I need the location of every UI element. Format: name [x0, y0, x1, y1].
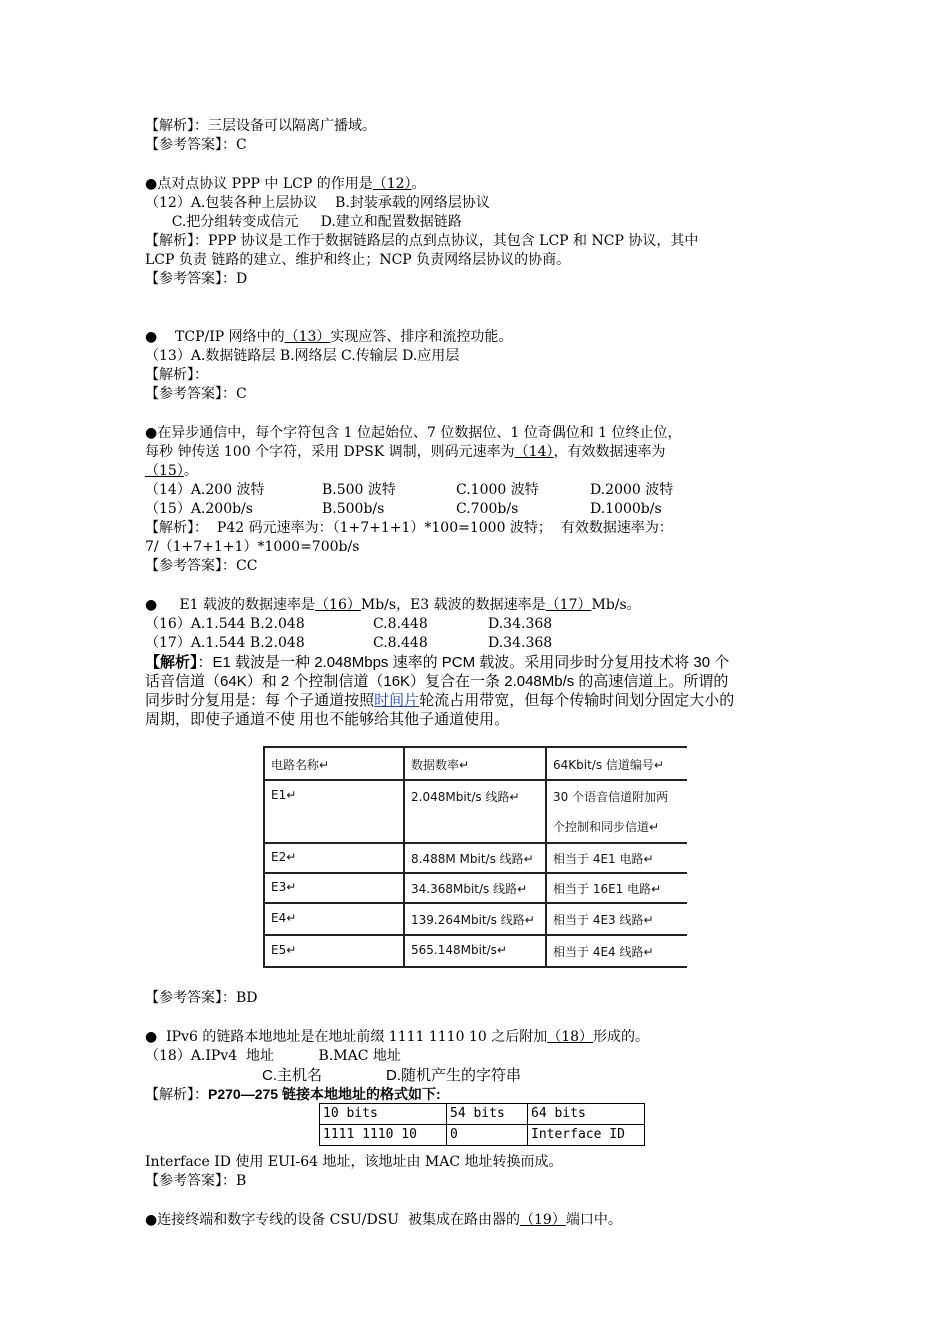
blank-14: （14）	[514, 444, 554, 460]
options-17: （17）A.1.544 B.2.048	[145, 635, 305, 651]
table-cell: 139.264Mbit/s 线路↵	[411, 913, 535, 927]
table-cell: 0	[447, 1125, 528, 1146]
analysis-13: 【解析】：	[145, 367, 208, 383]
analysis-16-line4: 周期，即使子通道不使 用也不能够给其他子通道使用。	[145, 711, 510, 728]
blank-19: （19）	[520, 1212, 566, 1228]
analysis-14-line2: 7/（1+7+1+1）*1000=700b/s	[145, 539, 360, 555]
blank-17: （17）	[545, 597, 592, 613]
blank-15: （15）	[145, 463, 184, 479]
question-19: ●连接终端和数字专线的设备 CSU/DSU 被集成在路由器的（19）端口中。	[145, 1212, 622, 1228]
question-12: ●点对点协议 PPP 中 LCP 的作用是（12）。	[145, 176, 426, 192]
question-18: ● IPv6 的链路本地地址是在地址前缀 1111 1110 10 之后附加（18）形成的。	[145, 1029, 650, 1045]
options-12-cd: C.把分组转变成信元 D.建立和配置数据链路	[145, 214, 462, 230]
options-17-d: D.34.368	[488, 635, 553, 651]
table-cell: 1111 1110 10	[320, 1125, 447, 1146]
options-15-b: B.500b/s	[322, 501, 385, 517]
table-header: 电路名称↵	[271, 758, 330, 772]
analysis-12-line1: 【解析】：PPP 协议是工作于数据链路层的点到点协议，其包含 LCP 和 NCP 协议，其中	[145, 233, 699, 249]
analysis-14-line1: 【解析】： P42 码元速率为：（1+7+1+1）*100=1000 波特； 有效数据速率为：	[145, 520, 673, 536]
blank-16: （16）	[315, 597, 361, 613]
options-13: （13）A.数据链路层 B.网络层 C.传输层 D.应用层	[145, 348, 460, 364]
options-16-d: D.34.368	[488, 616, 553, 632]
blank-18: （18）	[547, 1029, 594, 1045]
question-13: ● TCP/IP 网络中的（13）实现应答、排序和流控功能。	[145, 329, 513, 345]
answer-16: 【参考答案】：BD	[145, 990, 258, 1006]
options-16: （16）A.1.544 B.2.048	[145, 616, 305, 632]
options-17-c: C.8.448	[373, 635, 428, 651]
table-cell: E1↵	[271, 788, 297, 802]
table-cell: E4↵	[271, 911, 297, 925]
time-slice-link[interactable]: 时间片	[374, 692, 420, 709]
options-18-c: C.主机名	[262, 1067, 323, 1084]
table-cell: 10 bits	[320, 1104, 447, 1125]
question-16: ● E1 载波的数据速率是（16）Mb/s，E3 载波的数据速率是（17）Mb/s。	[145, 597, 641, 613]
table-cell: 30 个语音信道附加两	[553, 790, 669, 804]
blank-12: （12）	[372, 176, 412, 192]
options-14-b: B.500 波特	[322, 482, 396, 498]
answer-s1: 【参考答案】：C	[145, 137, 247, 153]
table-cell: 相当于 16E1 电路↵	[553, 882, 662, 896]
ipv6-format-table	[319, 1103, 645, 1146]
table-cell: 34.368Mbit/s 线路↵	[411, 882, 528, 896]
options-12-ab: （12）A.包装各种上层协议 B.封装承载的网络层协议	[145, 195, 490, 211]
options-15: （15）A.200b/s	[145, 501, 253, 517]
question-14-line1: ●在异步通信中，每个字符包含 1 位起始位、7 位数据位、1 位奇偶位和 1 位终止位，	[145, 425, 682, 441]
blank-13: （13）	[284, 329, 331, 345]
options-18-ab: （18）A.IPv4 地址 B.MAC 地址	[145, 1048, 401, 1064]
options-15-c: C.700b/s	[456, 501, 519, 517]
options-16-c: C.8.448	[373, 616, 428, 632]
table-cell: 2.048Mbit/s 线路↵	[411, 790, 520, 804]
note-18: Interface ID 使用 EUI-64 地址，该地址由 MAC 地址转换而成。	[145, 1154, 563, 1170]
answer-14: 【参考答案】：CC	[145, 558, 258, 574]
analysis-16-line3: 同步时分复用是：每 个子通道按照时间片轮流占用带宽，但每个传输时间划分固定大小的	[145, 692, 735, 709]
table-cell: 54 bits	[447, 1104, 528, 1125]
question-14-line2: 每秒 钟传送 100 个字符，采用 DPSK 调制，则码元速率为（14），有效数据速率为	[145, 444, 666, 460]
analysis-s1: 【解析】：三层设备可以隔离广播域。	[145, 118, 376, 134]
e-carrier-table	[263, 746, 687, 968]
analysis-12-line2: LCP 负责 链路的建立、维护和终止；NCP 负责网络层协议的协商。	[145, 252, 571, 268]
question-14-line3: （15）。	[145, 463, 198, 479]
table-cell: 相当于 4E4 线路↵	[553, 945, 654, 959]
table-cell: E2↵	[271, 850, 297, 864]
table-cell: 相当于 4E1 电路↵	[553, 852, 654, 866]
table-header: 64Kbit/s 信道编号↵	[553, 758, 664, 772]
table-cell: 64 bits	[528, 1104, 645, 1125]
table-header: 数据数率↵	[411, 758, 470, 772]
table-cell: 个控制和同步信道↵	[553, 820, 660, 834]
table-cell: Interface ID	[528, 1125, 645, 1146]
options-15-d: D.1000b/s	[590, 501, 662, 517]
answer-13: 【参考答案】：C	[145, 386, 247, 402]
options-14-c: C.1000 波特	[456, 482, 539, 498]
analysis-16-line1: 【解析】：E1 载波是一种 2.048Mbps 速率的 PCM 载波。采用同步时分复用技术将 30 个	[145, 654, 730, 671]
options-18-d: D.随机产生的字符串	[386, 1067, 522, 1084]
table-cell: 相当于 4E3 线路↵	[553, 913, 654, 927]
options-14-d: D.2000 波特	[590, 482, 674, 498]
table-cell: E3↵	[271, 880, 297, 894]
answer-18: 【参考答案】：B	[145, 1173, 247, 1189]
table-cell: E5↵	[271, 943, 297, 957]
analysis-16-line2: 话音信道（64K）和 2 个控制信道（16K）复合在一条 2.048Mb/s 的高速信道上。所谓的	[145, 673, 729, 690]
answer-12: 【参考答案】：D	[145, 271, 248, 287]
options-14: （14）A.200 波特	[145, 482, 265, 498]
analysis-18: 【解析】：P270—275 链接本地地址的格式如下:	[145, 1086, 441, 1103]
table-cell: 565.148Mbit/s↵	[411, 943, 507, 957]
table-cell: 8.488M Mbit/s 线路↵	[411, 852, 534, 866]
